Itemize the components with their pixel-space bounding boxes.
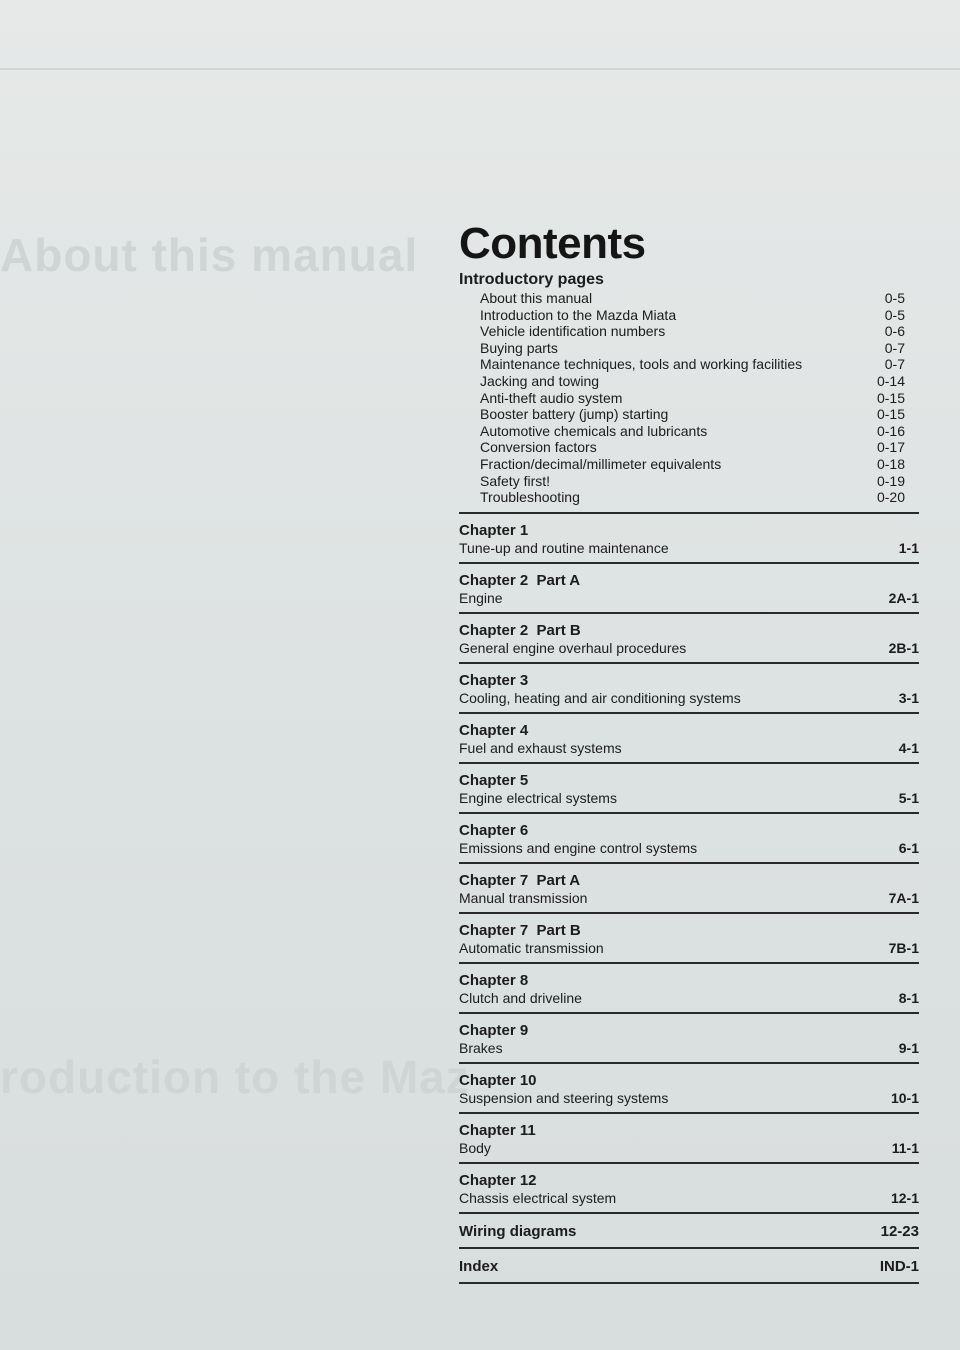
divider	[459, 1282, 919, 1284]
intro-item-label: Introduction to the Mazda Miata	[480, 306, 677, 323]
chapter-title: Chapter 2 Part B	[459, 621, 581, 639]
bleed-through-heading-bottom: roduction to the Maz	[0, 1051, 470, 1103]
intro-item[interactable]	[480, 439, 905, 456]
chapter-page: 6-1	[898, 839, 919, 856]
intro-item-page: 0-5	[884, 306, 905, 323]
intro-item-page: 0-20	[876, 489, 905, 506]
chapter-entry[interactable]	[459, 1064, 919, 1114]
intro-item-page: 0-19	[876, 472, 905, 489]
chapter-subtitle: Engine electrical systems	[459, 789, 617, 806]
intro-item-page: 0-17	[876, 439, 905, 456]
intro-item-page: 0-14	[876, 372, 905, 389]
intro-item-label: Booster battery (jump) starting	[480, 406, 669, 423]
chapter-subtitle: Manual transmission	[459, 889, 588, 906]
chapter-entry[interactable]	[459, 514, 919, 564]
intro-item[interactable]	[480, 290, 905, 307]
intro-item-label: Fraction/decimal/millimeter equivalents	[480, 455, 722, 472]
chapter-page: 4-1	[898, 739, 919, 756]
chapter-subtitle: Automatic transmission	[459, 939, 604, 956]
intro-item[interactable]	[480, 373, 905, 390]
chapter-list	[459, 514, 919, 1214]
wiring-page: 12-23	[880, 1222, 919, 1240]
chapter-entry[interactable]	[459, 1014, 919, 1064]
chapter-subtitle: Fuel and exhaust systems	[459, 739, 622, 756]
chapter-page: 11-1	[891, 1139, 919, 1156]
chapter-subtitle: Tune-up and routine maintenance	[459, 539, 669, 556]
chapter-subtitle: Clutch and driveline	[459, 989, 582, 1006]
chapter-page: 2B-1	[888, 639, 919, 656]
chapter-entry[interactable]	[459, 1164, 919, 1214]
page-title: Contents	[459, 219, 646, 268]
chapter-page: 7A-1	[888, 889, 919, 906]
chapter-entry[interactable]	[459, 814, 919, 864]
intro-item-page: 0-16	[876, 422, 905, 439]
intro-item-label: Safety first!	[480, 472, 551, 489]
chapter-entry[interactable]	[459, 714, 919, 764]
chapter-title: Chapter 11	[459, 1121, 536, 1139]
chapter-title: Chapter 7 Part A	[459, 871, 581, 889]
chapter-subtitle: Suspension and steering systems	[459, 1089, 669, 1106]
intro-item-page: 0-5	[884, 290, 905, 306]
chapter-title: Chapter 4	[459, 721, 529, 739]
intro-item-page: 0-15	[876, 389, 905, 406]
intro-item-label: Troubleshooting	[480, 489, 580, 506]
intro-item-label: About this manual	[480, 290, 593, 306]
wiring-label: Wiring diagrams	[459, 1222, 577, 1240]
chapter-page: 5-1	[898, 789, 919, 806]
chapter-title: Chapter 3	[459, 671, 529, 689]
intro-item[interactable]	[480, 307, 905, 324]
chapter-subtitle: Body	[459, 1139, 491, 1156]
intro-item-label: Jacking and towing	[480, 372, 600, 389]
intro-item-page: 0-7	[884, 356, 905, 373]
chapter-page: 9-1	[898, 1039, 919, 1056]
intro-item[interactable]	[480, 356, 905, 373]
chapter-subtitle: Engine	[459, 589, 503, 606]
intro-item[interactable]	[480, 390, 905, 407]
chapter-page: 12-1	[890, 1189, 919, 1206]
index-label: Index	[459, 1257, 499, 1275]
chapter-entry[interactable]	[459, 914, 919, 964]
table-of-contents	[459, 218, 919, 1284]
intro-item[interactable]	[480, 406, 905, 423]
chapter-title: Chapter 6	[459, 821, 529, 839]
bleed-through-rule	[0, 68, 960, 70]
chapter-title: Chapter 7 Part B	[459, 921, 581, 939]
chapter-subtitle: General engine overhaul procedures	[459, 639, 687, 656]
intro-item-label: Conversion factors	[480, 439, 597, 456]
chapter-entry[interactable]	[459, 964, 919, 1014]
intro-item-page: 0-7	[884, 339, 905, 356]
chapter-entry[interactable]	[459, 614, 919, 664]
chapter-title: Chapter 8	[459, 971, 529, 989]
chapter-subtitle: Brakes	[459, 1039, 503, 1056]
chapter-title: Chapter 12	[459, 1171, 537, 1189]
chapter-page: 7B-1	[888, 939, 919, 956]
wiring-entry[interactable]	[459, 1214, 919, 1241]
chapter-entry[interactable]	[459, 764, 919, 814]
chapter-title: Chapter 9	[459, 1021, 529, 1039]
intro-item[interactable]	[480, 456, 905, 473]
chapter-subtitle: Chassis electrical system	[459, 1189, 617, 1206]
chapter-title: Chapter 5	[459, 771, 529, 789]
intro-item-page: 0-15	[876, 406, 905, 423]
chapter-subtitle: Cooling, heating and air conditioning systems	[459, 689, 741, 706]
chapter-page: 1-1	[898, 539, 919, 556]
intro-item-page: 0-18	[876, 455, 905, 472]
chapter-entry[interactable]	[459, 1114, 919, 1164]
chapter-entry[interactable]	[459, 564, 919, 614]
intro-item[interactable]	[480, 423, 905, 440]
intro-item[interactable]	[480, 473, 905, 490]
chapter-subtitle: Emissions and engine control systems	[459, 839, 698, 856]
chapter-title: Chapter 2 Part A	[459, 571, 581, 589]
intro-item-label: Anti-theft audio system	[480, 389, 623, 406]
intro-item-label: Vehicle identification numbers	[480, 323, 666, 340]
intro-item-label: Buying parts	[480, 339, 558, 356]
intro-item-page: 0-6	[884, 323, 905, 340]
chapter-entry[interactable]	[459, 864, 919, 914]
chapter-title: Chapter 1	[459, 521, 529, 539]
chapter-page: 2A-1	[888, 589, 919, 606]
chapter-page: 8-1	[898, 989, 919, 1006]
intro-item[interactable]	[480, 340, 905, 357]
intro-item[interactable]	[480, 489, 905, 506]
index-entry[interactable]	[459, 1249, 919, 1276]
chapter-title: Chapter 10	[459, 1071, 537, 1089]
intro-item[interactable]	[480, 323, 905, 340]
intro-list	[480, 290, 905, 506]
bleed-through-heading-top: About this manual	[0, 229, 419, 281]
intro-item-label: Automotive chemicals and lubricants	[480, 422, 708, 439]
intro-heading: Introductory pages	[459, 271, 604, 288]
chapter-page: 3-1	[898, 689, 919, 706]
chapter-page: 10-1	[890, 1089, 919, 1106]
intro-item-label: Maintenance techniques, tools and working facilities	[480, 356, 803, 373]
chapter-entry[interactable]	[459, 664, 919, 714]
index-page: IND-1	[879, 1257, 919, 1275]
